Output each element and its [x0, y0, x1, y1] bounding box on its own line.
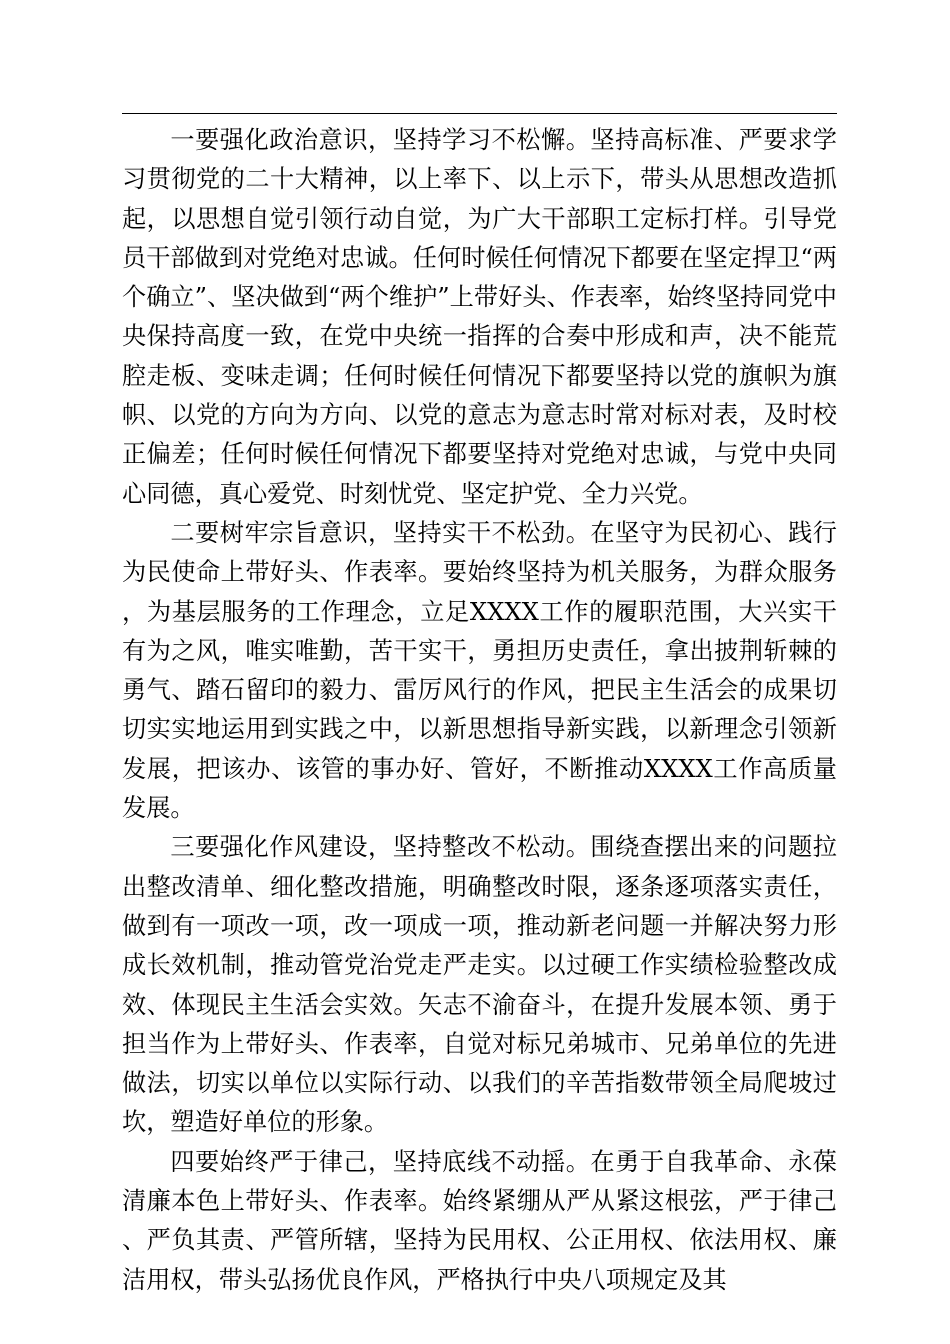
document-body	[122, 121, 837, 1300]
paragraph-work-style: 三要强化作风建设，坚持整改不松动。围绕查摆出来的问题拉出整改清单、细化整改措施，明确整改时限，逐条逐项落实责任，做到有一项改一项，改一项成一项，推动新老问题一并解决努力形成长效机制，推动管党治党走严走实。以过硬工作实绩检验整改成效、体现民主生活会实效。矢志不渝奋斗，在提升发展本领、勇于担当作为上带好头、作表率，自觉对标兄弟城市、兄弟单位的先进做法，切实以单位以实际行动、以我们的辛苦指数带领全局爬坡过坎，塑造好单位的形象。	[122, 833, 837, 1137]
paragraph-self-discipline: 四要始终严于律己，坚持底线不动摇。在勇于自我革命、永葆清廉本色上带好头、作表率。始终紧绷从严从紧这根弦，严于律己、严负其责、严管所辖，坚持为民用权、公正用权、依法用权、廉洁用权，带头弘扬优良作风，严格执行中央八项规定及其	[122, 1147, 837, 1294]
paragraph-political-awareness: 一要强化政治意识，坚持学习不松懈。坚持高标准、严要求学习贯彻党的二十大精神，以上率下、以上示下，带头从思想改造抓起，以思想自觉引领行动自觉，为广大干部职工定标打样。引导党员干部做到对党绝对忠诚。任何时候任何情况下都要在坚定捍卫“两个确立”、坚决做到“两个维护”上带好头、作表率，始终坚持同党中央保持高度一致，在党中央统一指挥的合奏中形成和声，决不能荒腔走板、变味走调；任何时候任何情况下都要坚持以党的旗帜为旗帜、以党的方向为方向、以党的意志为意志时常对标对表，及时校正偏差；任何时候任何情况下都要坚持对党绝对忠诚，与党中央同心同德，真心爱党、时刻忧党、坚定护党、全力兴党。	[122, 126, 837, 508]
header-rule	[122, 113, 837, 114]
paragraph-purpose-awareness: 二要树牢宗旨意识，坚持实干不松劲。在坚守为民初心、践行为民使命上带好头、作表率。要始终坚持为机关服务，为群众服务，为基层服务的工作理念，立足XXXX工作的履职范围，大兴实干有为之风，唯实唯勤，苦干实干，勇担历史责任，拿出披荆斩棘的勇气、踏石留印的毅力、雷厉风行的作风，把民主生活会的成果切切实实地运用到实践之中，以新思想指导新实践，以新理念引领新发展，把该办、该管的事办好、管好，不断推动XXXX工作高质量发展。	[122, 518, 837, 823]
